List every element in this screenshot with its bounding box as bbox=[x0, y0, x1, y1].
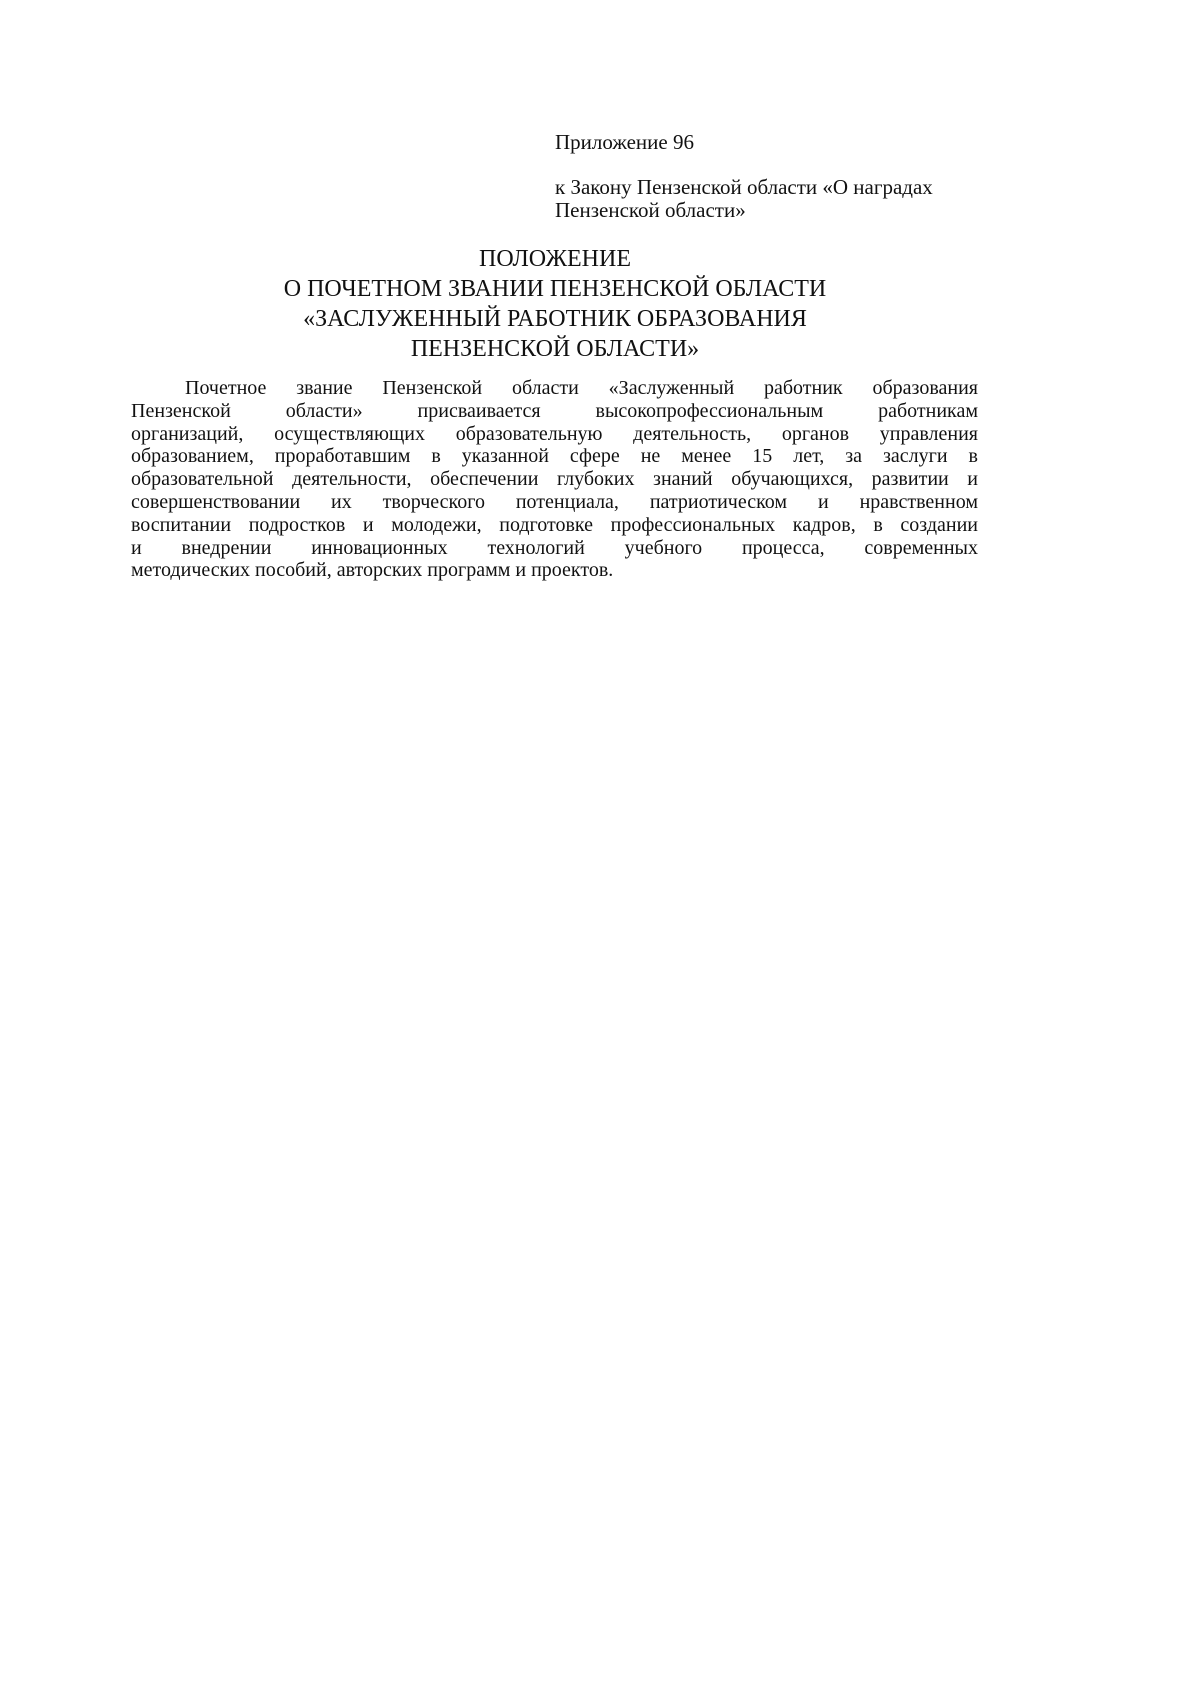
paragraph-line: Почетное звание Пензенской области «Заслуженный работник образования bbox=[185, 377, 978, 399]
document-title bbox=[130, 244, 980, 364]
body-paragraph bbox=[131, 377, 978, 582]
paragraph-line: образованием, проработавшим в указанной сфере не менее 15 лет, за заслуги в bbox=[131, 445, 978, 468]
paragraph-line: воспитании подростков и молодежи, подготовке профессиональных кадров, в создании bbox=[131, 513, 978, 536]
title-line: ПОЛОЖЕНИЕ bbox=[479, 246, 631, 272]
paragraph-line: совершенствовании их творческого потенциала, патриотическом и нравственном bbox=[131, 490, 978, 513]
paragraph-line: образовательной деятельности, обеспечении глубоких знаний обучающихся, развитии и bbox=[131, 468, 978, 491]
appendix-label: Приложение 96 bbox=[555, 130, 694, 154]
appendix-reference-line-1: к Закону Пензенской области «О наградах bbox=[555, 175, 933, 199]
title-line: ПЕНЗЕНСКОЙ ОБЛАСТИ» bbox=[410, 336, 700, 362]
title-line: «ЗАСЛУЖЕННЫЙ РАБОТНИК ОБРАЗОВАНИЯ bbox=[303, 306, 807, 332]
paragraph-line: и внедрении инновационных технологий учебного процесса, современных bbox=[131, 536, 978, 559]
paragraph-line: методических пособий, авторских программ и проектов. bbox=[131, 559, 614, 582]
appendix-reference-line-2: Пензенской области» bbox=[555, 198, 746, 222]
paragraph-line: Пензенской области» присваивается высокопрофессиональным работникам bbox=[131, 399, 978, 422]
title-line: О ПОЧЕТНОМ ЗВАНИИ ПЕНЗЕНСКОЙ ОБЛАСТИ bbox=[283, 276, 827, 302]
paragraph-line: организаций, осуществляющих образовательную деятельность, органов управления bbox=[131, 422, 978, 445]
